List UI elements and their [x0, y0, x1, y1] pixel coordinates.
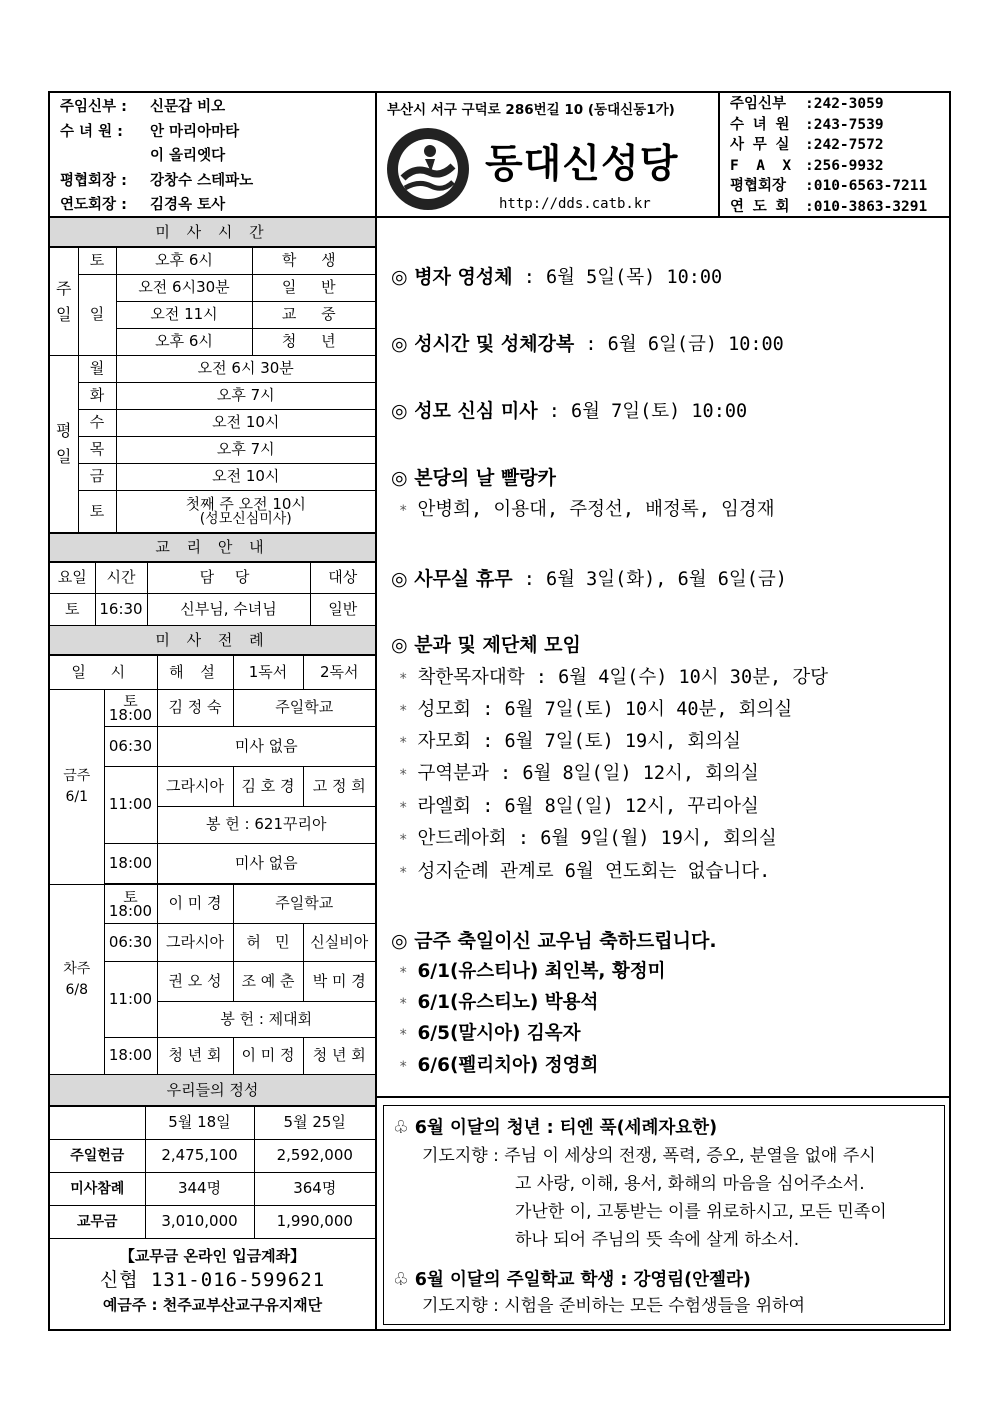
time-cell: 오전 11시	[116, 302, 252, 329]
day-cell: 화	[78, 383, 116, 410]
time-cell: 06:30	[104, 727, 157, 767]
week-date: 6/1	[65, 789, 89, 805]
meeting-item: * 라엘회 : 6월 8일(일) 12시, 꾸리아실	[399, 796, 759, 817]
left-column	[50, 218, 377, 1331]
blank-cell	[50, 1107, 145, 1140]
church-name: 동대신성당	[485, 142, 679, 187]
saturday-time: 첫째 주 오전 10시	[185, 494, 306, 513]
contact-row: 연 도 회 :010-3863-3291	[730, 198, 928, 215]
offering-table	[50, 1106, 375, 1239]
cell: 토	[50, 594, 95, 626]
account-title: 【교무금 온라인 입금계좌】	[119, 1247, 306, 1265]
cell: 일반	[310, 594, 375, 626]
header-cell: 2독서	[303, 656, 375, 690]
liturgy-table	[50, 655, 375, 1075]
reader-1: 이 미 정	[233, 1038, 303, 1075]
intent-line: 기도지향 : 주님 이 세상의 전쟁, 폭력, 증오, 분열을 없애 주시	[422, 1146, 876, 1166]
commentator: 청 년 회	[157, 1038, 233, 1075]
notice-office-closed: ◎ 사무실 휴무 : 6월 3일(화), 6월 6일(금)	[391, 568, 787, 590]
palanca-names: * 안병희, 이용대, 주정선, 배정록, 임경재	[399, 499, 775, 520]
reader-2: 고 정 희	[303, 767, 375, 807]
header-cell: 해 설	[157, 656, 233, 690]
church-logo	[385, 126, 471, 212]
reader-2: 신실비아	[303, 924, 375, 962]
time-cell: 11:00	[104, 962, 157, 1038]
bulletin-sheet	[48, 91, 951, 1331]
sunday-label: 주일	[50, 248, 78, 356]
week-label: 차주	[63, 960, 91, 977]
time-cell: 오전 10시	[116, 410, 375, 437]
contact-row: 수 녀 원 :243-7539	[730, 116, 884, 133]
group-cell: 학 생	[252, 248, 375, 275]
time: 18:00	[108, 706, 153, 724]
reader-2: 청 년 회	[303, 1038, 375, 1075]
time-cell: 오후 6시	[116, 329, 252, 356]
liturgy-title: 미 사 전 례	[50, 626, 375, 655]
notice-marian-mass: ◎ 성모 신심 미사 : 6월 7일(토) 10:00	[391, 400, 748, 422]
row-label: 미사참례	[50, 1173, 145, 1206]
notice-sick-communion: ◎ 병자 영성체 : 6월 5일(목) 10:00	[391, 266, 723, 288]
day-cell: 수	[78, 410, 116, 437]
time-cell: 오후 7시	[116, 383, 375, 410]
notice-meetings: ◎ 분과 및 제단체 모임	[391, 634, 581, 656]
church-url[interactable]: http://dds.catb.kr	[499, 196, 651, 212]
cell: 16:30	[95, 594, 147, 626]
date-cell: 5월 18일	[145, 1107, 254, 1140]
week-label-cell	[50, 690, 104, 885]
notice-holy-hour: ◎ 성시간 및 성체강복 : 6월 6일(금) 10:00	[391, 333, 784, 355]
week-label: 금주	[63, 768, 91, 784]
meeting-item: * 성지순례 관계로 6월 연도회는 없습니다.	[399, 861, 771, 882]
time-cell: 오전 10시	[116, 464, 375, 491]
week-date: 6/8	[65, 981, 89, 998]
time-cell: 18:00	[104, 844, 157, 884]
feast-item: * 6/5(말시아) 김옥자	[399, 1023, 581, 1044]
reader-1: 조 예 춘	[233, 962, 303, 1002]
contact-row: 평협회장 :010-6563-7211	[730, 178, 928, 195]
staff-row: 이 올리엣다	[150, 148, 226, 164]
no-mass: 미사 없음	[157, 727, 375, 767]
row-label: 교무금	[50, 1206, 145, 1239]
commentator: 그라시아	[157, 767, 233, 807]
prayer-box	[383, 1105, 945, 1325]
notice-palanca: ◎ 본당의 날 빨랑카	[391, 467, 556, 489]
weekday-label: 평일	[50, 356, 78, 533]
amount-cell: 344명	[145, 1173, 254, 1206]
group-cell: 일 반	[252, 275, 375, 302]
date-cell: 5월 25일	[254, 1107, 375, 1140]
week-label-cell	[50, 885, 104, 1075]
header-cell: 담 당	[147, 563, 310, 594]
church-title-block	[377, 93, 720, 218]
account-block	[50, 1239, 375, 1317]
time-cell: 18:00	[104, 1038, 157, 1075]
day-cell: 일	[78, 275, 116, 356]
time-cell: 06:30	[104, 924, 157, 962]
divider	[377, 1096, 951, 1098]
catechism-table	[50, 562, 375, 626]
day-cell: 토	[78, 491, 116, 533]
time-cell	[104, 690, 157, 727]
header-cell: 일 시	[50, 656, 157, 690]
group-cell: 청 년	[252, 329, 375, 356]
day-cell: 목	[78, 437, 116, 464]
mass-times-table	[50, 247, 375, 533]
offering-note: 봉 헌 : 제대회	[157, 1002, 375, 1038]
feast-item: * 6/1(유스티노) 박용석	[399, 992, 599, 1013]
amount-cell: 1,990,000	[254, 1206, 375, 1239]
feast-item: * 6/6(펠리치아) 정영희	[399, 1055, 599, 1076]
saturday-note: (성모신심미사)	[199, 511, 292, 528]
amount-cell: 364명	[254, 1173, 375, 1206]
no-mass: 미사 없음	[157, 844, 375, 884]
contact-info	[720, 93, 951, 218]
student-intent: 기도지향 : 시험을 준비하는 모든 수험생들을 위하여	[422, 1296, 806, 1316]
student-title: ♧ 6월 이달의 주일학교 학생 : 강영림(안젤라)	[393, 1270, 751, 1290]
offering-title: 우리들의 정성	[50, 1075, 375, 1106]
amount-cell: 3,010,000	[145, 1206, 254, 1239]
time-cell	[104, 885, 157, 924]
staff-row: 평협회장 : 강창수 스테파노	[60, 172, 254, 189]
church-address: 부산시 서구 구덕로 286번길 10 (동대신동1가)	[387, 102, 675, 118]
intent-line: 하나 되어 주님의 뜻 속에 살게 하소서.	[515, 1230, 800, 1250]
reader: 주일학교	[233, 885, 375, 924]
header-cell: 요일	[50, 563, 95, 594]
amount-cell: 2,592,000	[254, 1140, 375, 1173]
meeting-item: * 구역분과 : 6월 8일(일) 12시, 회의실	[399, 763, 759, 784]
intent-line: 가난한 이, 고통받는 이를 위로하시고, 모든 민족이	[515, 1202, 887, 1222]
time-cell: 오후 6시	[116, 248, 252, 275]
commentator: 김 정 숙	[157, 690, 233, 727]
group-cell: 교 중	[252, 302, 375, 329]
youth-intent	[422, 1142, 887, 1254]
day: 토	[123, 691, 138, 710]
commentator: 그라시아	[157, 924, 233, 962]
staff-info	[50, 93, 377, 218]
contact-row: 주임신부 :242-3059	[730, 96, 884, 112]
account-holder: 예금주 : 천주교부산교구유지재단	[102, 1296, 323, 1314]
amount-cell: 2,475,100	[145, 1140, 254, 1173]
day-cell: 금	[78, 464, 116, 491]
header-cell: 대상	[310, 563, 375, 594]
row-label: 주일헌금	[50, 1140, 145, 1173]
reader-1: 허 민	[233, 924, 303, 962]
day: 토	[123, 887, 138, 906]
catechism-title: 교 리 안 내	[50, 533, 375, 562]
contact-row: 사 무 실 :242-7572	[730, 137, 884, 154]
youth-title: ♧ 6월 이달의 청년 : 티엔 푹(세례자요한)	[393, 1118, 718, 1138]
notice-feasts: ◎ 금주 축일이신 교우님 축하드립니다.	[391, 930, 717, 952]
mass-times-title: 미 사 시 간	[50, 218, 375, 247]
contact-row: F A X :256-9932	[730, 157, 884, 174]
staff-row: 수 녀 원 : 안 마리아마타	[60, 123, 240, 140]
time-cell	[116, 491, 375, 533]
offering-note: 봉 헌 : 621꾸리아	[157, 807, 375, 844]
day-cell: 토	[78, 248, 116, 275]
intent-line: 고 사랑, 이해, 용서, 화해의 마음을 심어주소서.	[515, 1174, 865, 1194]
account-number: 신협 131-016-599621	[99, 1269, 326, 1291]
cell: 신부님, 수녀님	[147, 594, 310, 626]
feast-item: * 6/1(유스티나) 최인복, 황정미	[399, 961, 666, 982]
time-cell: 오전 6시 30분	[116, 356, 375, 383]
header-cell: 1독서	[233, 656, 303, 690]
time: 18:00	[108, 902, 153, 920]
staff-row: 주임신부 : 신문갑 비오	[60, 99, 226, 115]
commentator: 권 오 성	[157, 962, 233, 1002]
time-cell: 오후 7시	[116, 437, 375, 464]
reader: 주일학교	[233, 690, 375, 727]
time-cell: 11:00	[104, 767, 157, 844]
meeting-item: * 자모회 : 6월 7일(토) 19시, 회의실	[399, 731, 741, 752]
meeting-item: * 착한목자대학 : 6월 4일(수) 10시 30분, 강당	[399, 667, 828, 688]
meeting-item: * 안드레아회 : 6월 9일(월) 19시, 회의실	[399, 828, 777, 849]
header-cell: 시간	[95, 563, 147, 594]
meeting-item: * 성모회 : 6월 7일(토) 10시 40분, 회의실	[399, 699, 793, 720]
reader-1: 김 호 경	[233, 767, 303, 807]
day-cell: 월	[78, 356, 116, 383]
notices-column	[377, 218, 951, 1331]
staff-row: 연도회장 : 김경옥 토사	[60, 197, 226, 213]
commentator: 이 미 경	[157, 885, 233, 924]
time-cell: 오전 6시30분	[116, 275, 252, 302]
reader-2: 박 미 경	[303, 962, 375, 1002]
